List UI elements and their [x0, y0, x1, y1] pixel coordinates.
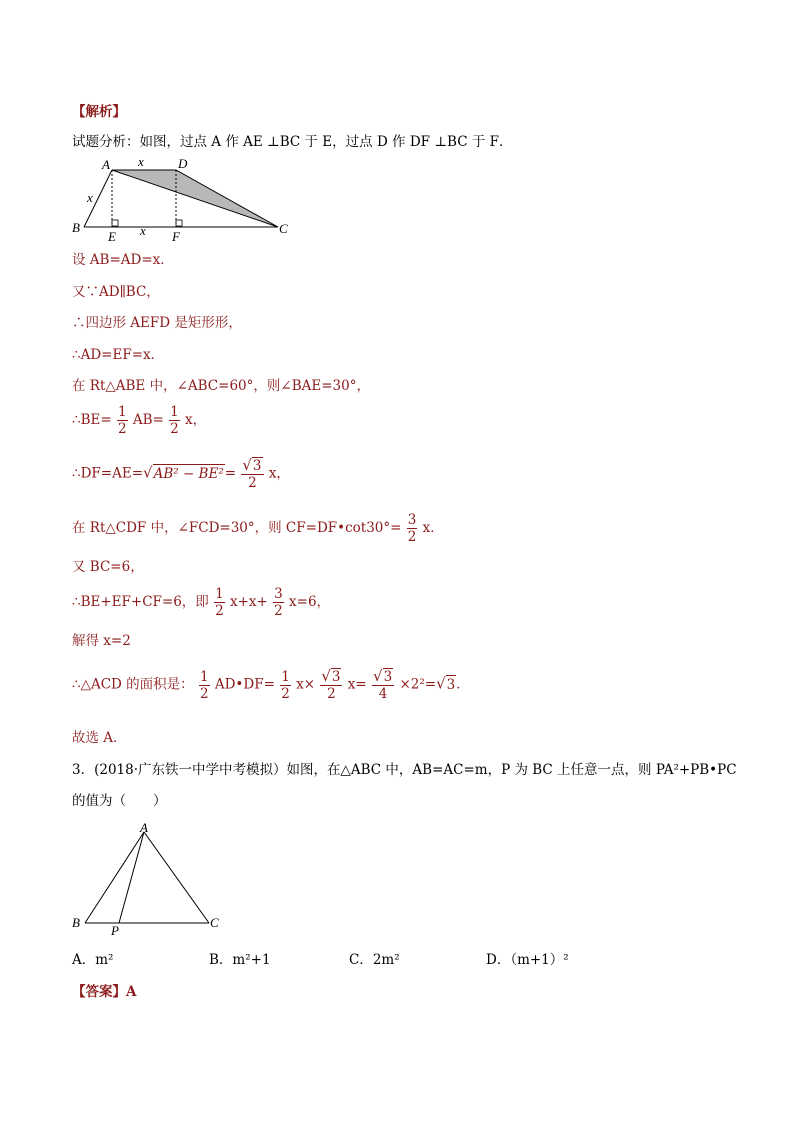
label-D: D	[178, 156, 188, 171]
shaded-triangle	[112, 170, 278, 227]
step-6: ∴BE= $\frac{1}{2}$ AB= $\frac{1}{2}$ x，	[72, 404, 207, 437]
step-13: 故选 A．	[72, 730, 127, 746]
analysis-text: 试题分析：如图，过点 A 作 AE ⊥BC 于 E，过点 D 作 DF ⊥BC 于 F．	[72, 134, 513, 150]
fraction-root3-over-2: $\frac{√3}{2}$	[321, 667, 341, 702]
label-C: C	[210, 915, 219, 930]
step-8: 在 Rt△CDF 中，∠FCD=30°，则 CF=DF•cot30°= $\frac{3}{2}$ x．	[72, 512, 444, 545]
label-P: P	[111, 923, 119, 938]
label-x-top: x	[138, 154, 144, 169]
step-3: ∴四边形 AEFD 是矩形形，	[72, 315, 242, 331]
fraction-half: $\frac{1}{2}$	[117, 404, 127, 437]
question-3-line1: 3．(2018·广东铁一中学中考模拟）如图，在△ABC 中，AB=AC=m，P 为 BC 上任意一点，则 PA²+PB•PC	[72, 762, 737, 778]
step-9: 又 BC=6，	[72, 559, 144, 575]
label-B: B	[72, 915, 80, 930]
label-x-left: x	[87, 190, 93, 205]
question-3-line2: 的值为（ ）	[72, 793, 167, 809]
step-10: ∴BE+EF+CF=6，即 $\frac{1}{2}$ x+x+ $\frac{3}{2}$ x=6，	[72, 586, 331, 619]
label-A: A	[102, 157, 110, 172]
label-x-bottom: x	[140, 223, 146, 238]
option-c[interactable]: C．2m²	[349, 952, 400, 968]
fraction-root3-over-2: $\frac{√3}{2}$	[242, 456, 262, 491]
step-4: ∴AD=EF=x．	[72, 347, 165, 363]
step-7: ∴DF=AE=√AB² − BE²= $\frac{√3}{2}$ x，	[72, 456, 290, 491]
fraction-half: $\frac{1}{2}$	[215, 586, 224, 619]
label-F: F	[172, 229, 180, 244]
result-root3: 3	[446, 676, 456, 693]
label-A: A	[140, 820, 148, 835]
fraction-three-halves: $\frac{3}{2}$	[407, 512, 417, 545]
trapezoid-figure	[66, 154, 296, 247]
fraction-three-halves: $\frac{3}{2}$	[274, 586, 283, 619]
radical-expression: AB² − BE²	[153, 465, 224, 482]
step-2: 又∵AD∥BC，	[72, 284, 160, 300]
option-d[interactable]: D．（m+1）²	[486, 952, 569, 968]
step-12: ∴△ACD 的面积是： $\frac{1}{2}$ AD•DF= $\frac{1}{2}$ x× $\frac{√3}{2}$ x= $\frac{√3}{4}$ ×2²=√3．	[72, 667, 470, 702]
label-E: E	[108, 229, 116, 244]
fraction-half: $\frac{1}{2}$	[170, 404, 179, 437]
fraction-half: $\frac{1}{2}$	[281, 668, 290, 702]
option-b[interactable]: B．m²+1	[209, 952, 271, 968]
fraction-half: $\frac{1}{2}$	[199, 668, 209, 702]
step-1: 设 AB=AD=x．	[72, 252, 174, 268]
step-11: 解得 x=2	[72, 633, 131, 649]
option-a[interactable]: A．m²	[72, 952, 114, 968]
section-heading: 【解析】	[72, 104, 126, 120]
triangle-figure	[68, 820, 238, 938]
label-C: C	[279, 221, 288, 236]
answer: 【答案】A	[72, 984, 137, 1000]
label-B: B	[72, 220, 80, 235]
step-5: 在 Rt△ABE 中，∠ABC=60°，则∠BAE=30°，	[72, 378, 370, 394]
fraction-root3-over-4: $\frac{√3}{4}$	[373, 667, 393, 702]
